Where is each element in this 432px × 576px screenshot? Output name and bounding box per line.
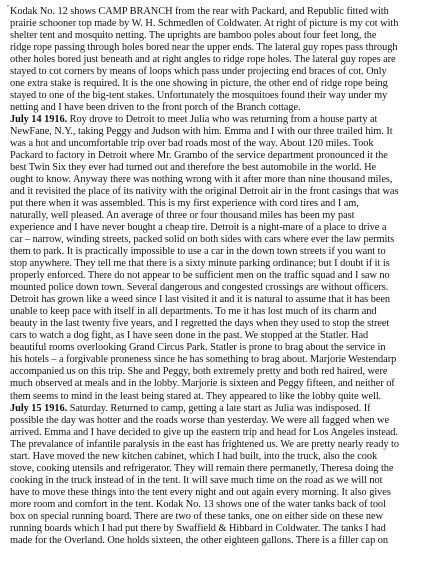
line-text: Detroit has grown like a weed since I last visited it and it is natural to assume that it has been: [10, 294, 391, 306]
entry-date: July 15 1916.: [10, 402, 68, 414]
text-line: [10, 246, 428, 258]
text-line: [10, 150, 428, 162]
text-line: [10, 342, 428, 354]
text-line: [10, 282, 428, 294]
line-text: arrived. Emma and I have decided to give up the eastern trip and head for Los Angeles instead.: [10, 426, 398, 438]
line-text: box on special running board. There are two of these tanks, one on either side on these new: [10, 510, 383, 522]
line-text: them seems to mind in the least being stared at. They appeared to like the lobby quite well.: [10, 390, 382, 402]
line-text: running boards which I had put there by Swaffield & Hibbard in Coldwater. The tanks I had: [10, 522, 386, 534]
line-text: possible the day was hotter and the roads worse than yesterday. We were all fagged when we: [10, 414, 389, 426]
line-text: mounted police down town. Several dangerous and congested crossings are without officers.: [10, 282, 389, 294]
text-line: [10, 330, 428, 342]
line-text: shelter tent and mosquito netting. The uprights are bamboo poles about four feet long, the: [10, 30, 377, 42]
text-line: [10, 186, 428, 198]
line-text: more room and comfort in the tent. Kodak No. 13 shows one of the water tanks back of tool: [10, 498, 386, 510]
line-text: Kodak No. 12 shows CAMP BRANCH from the rear with Packard, and Republic fitted with: [10, 6, 389, 17]
text-line: [10, 439, 428, 451]
line-text: cars to watch a dog fight, as I have seen done in the past. We stopped at the Statler. Had: [10, 330, 369, 342]
line-text: beauty in the last twenty five years, and I regretted the days when they used to stop the street: [10, 318, 390, 330]
text-line: [10, 174, 428, 186]
line-text: car – narrow, winding streets, packed solid on both sides with cars where ever the law permits: [10, 234, 395, 246]
line-text: his hotels – a forgivable proneness since he has something to brag about. Marjorie Westendarp: [10, 354, 397, 366]
line-text: best Twin Six they ever had turned out and therefore the best automobile in the world. He: [10, 162, 377, 174]
entry-date: July 14 1916.: [10, 114, 68, 126]
line-text: stayed to one of the big-tent stakes. Unfortunately the mosquitoes found their way under my: [10, 90, 388, 102]
line-text: ought to know. Anyway there was nothing wrong with it after more than nine thousand miles,: [10, 174, 393, 186]
text-line: [10, 54, 428, 66]
line-text: The prevalance of infantile paralysis in the east has frightened us. We are pretty nearly ready to: [10, 438, 399, 450]
line-text: put there when it was assembled. This is my first experience with cord tires and I am,: [10, 198, 359, 210]
line-text: was a hot and uncomfortable trip over bad roads most of the way. About 120 miles. Took: [10, 138, 374, 150]
text-line: [10, 198, 428, 210]
text-line: [10, 463, 428, 475]
text-line: [10, 354, 428, 366]
text-line: [10, 66, 428, 78]
text-line: [10, 391, 428, 403]
page-mark: ,: [7, 0, 9, 8]
line-text: stove, cooking utensils and refrigerator. They will remain there permanetly, Theresa doing the: [10, 462, 394, 474]
text-line: [10, 210, 428, 222]
text-line: [10, 78, 428, 90]
line-text: Roy drove to Detroit to meet Julia who was returning from a house party at: [67, 114, 378, 126]
text-line: [10, 258, 428, 270]
text-line: [10, 18, 428, 30]
line-text: unable to keep pace with itself in all departments. To me it has lost much of its charm and: [10, 306, 377, 318]
text-line: [10, 222, 428, 234]
text-line: [10, 234, 428, 246]
text-line: [10, 318, 428, 330]
line-text: naturally, well pleased. An average of three or four thousand miles has been my past: [10, 210, 355, 222]
text-line: [10, 102, 428, 114]
text-line: [10, 162, 428, 174]
line-text: one extra stake is required. It is the one showing in picture, the other end of ridge rope being: [10, 78, 388, 90]
text-line: [10, 126, 428, 138]
text-line: [10, 415, 428, 427]
text-line: [10, 90, 428, 102]
line-text: stayed to cot corners by means of loops which pass under projecting end braces of cot. Only: [10, 66, 387, 78]
line-text: other holes bored just beneath and at right angles to ridge rope holes. The lateral guy ropes are: [10, 54, 396, 66]
line-text: much observed at meals and in the lobby. Marjorie is sixteen and Peggy fifteen, and neither of: [10, 378, 395, 390]
text-line: [10, 487, 428, 499]
line-text: have to move these things into the tent every night and out again every morning. It also gives: [10, 486, 391, 498]
text-line: [10, 366, 428, 378]
line-text: start. Have moved the new kitchen cabinet, which I had built, into the truck, also the cook: [10, 450, 378, 462]
text-line: [10, 511, 428, 523]
line-text: prairie schooner top made by W. H. Schmedlen of Coldwater. At right of picture is my cot with: [10, 18, 399, 30]
text-line: [10, 306, 428, 318]
text-line: [10, 427, 428, 439]
line-text: netting and I have been driven to the front porch of the Branch cottage.: [10, 102, 301, 114]
text-line: [10, 42, 428, 54]
text-line: [10, 294, 428, 306]
line-text: them to park. It is practically impossible to use a car in the down town streets if you want to: [10, 246, 386, 258]
text-line: [10, 475, 428, 487]
line-text: cooking in the truck instead of in the tent. It will save much time on the road as we will not: [10, 474, 383, 486]
text-line: [10, 535, 428, 547]
text-line: [10, 30, 428, 42]
line-text: made for the Overland. One holds sixteen, the other eighteen gallons. There is a filler cap on: [10, 534, 388, 546]
line-text: NewFane, N.Y., taking Peggy and Judson with him. Emma and I with our three trailed him. It: [10, 126, 393, 138]
text-line: [10, 523, 428, 535]
line-text: Saturday. Returned to camp, getting a late start as Julia was indisposed. If: [67, 402, 371, 414]
text-line: [10, 270, 428, 282]
text-line: [10, 403, 428, 415]
line-text: stop anywhere. They tell me that there is a sixty minute parking ordinance; but I doubt if it is: [10, 258, 390, 270]
line-text: and it revisited the place of its nativity with the original Detroit air in the front casings that was: [10, 186, 399, 198]
text-line: [10, 378, 428, 390]
line-text: ridge rope passing through holes bored near the upper ends. The lateral guy ropes pass through: [10, 42, 398, 54]
line-text: beautiful rooms overlooking Grand Circus Park. Statler is prone to brag about the service in: [10, 342, 386, 354]
line-text: properly enforced. There do not appear to be sufficient men on the traffic squad and I saw no: [10, 270, 390, 282]
text-line: [10, 6, 428, 18]
line-text: experience and I have never bought a cheap tire. Detroit is a night-mare of a place to drive a: [10, 222, 387, 234]
document-body: [10, 6, 428, 547]
text-line: [10, 451, 428, 463]
line-text: accompanied us on this trip. She and Peggy, both extremely pretty and both red haired, were: [10, 366, 388, 378]
text-line: [10, 499, 428, 511]
text-line: [10, 114, 428, 126]
text-line: [10, 138, 428, 150]
line-text: Packard to factory in Detroit where Mr. Grambo of the service department pronounced it the: [10, 150, 388, 162]
